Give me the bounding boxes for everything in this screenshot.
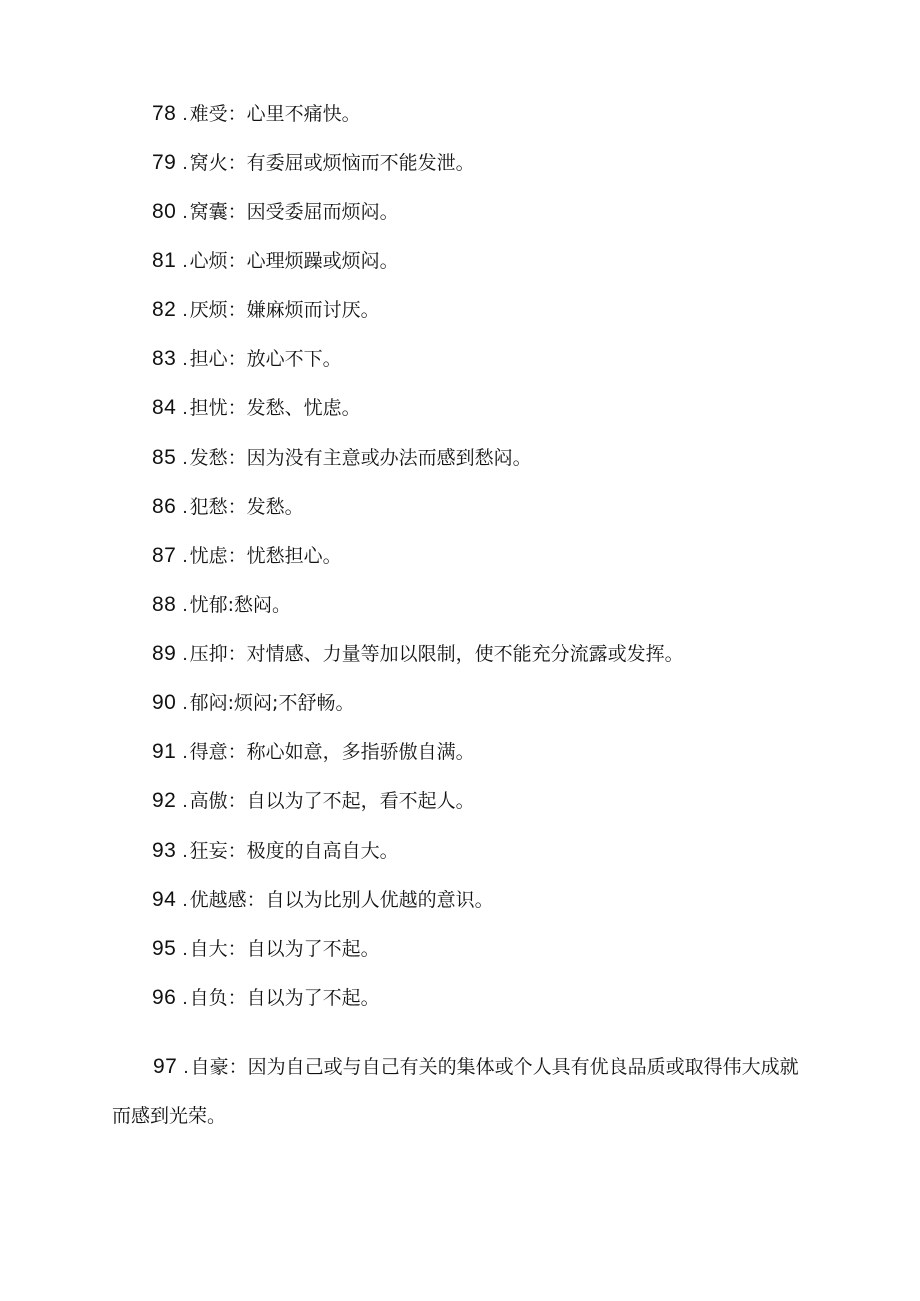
entry-separator: . (182, 497, 188, 518)
entry-84 (152, 395, 361, 422)
entry-number: 81 (152, 249, 177, 272)
entry-number: 86 (152, 495, 177, 518)
entry-85 (152, 445, 532, 472)
entry-79 (152, 150, 475, 177)
entry-number: 82 (152, 298, 177, 321)
entry-80 (152, 199, 399, 226)
entry-text: 高傲：自以为了不起，看不起人。 (189, 790, 475, 812)
entry-number: 78 (152, 102, 177, 125)
entry-text: 狂妄：极度的自高自大。 (189, 840, 399, 862)
entry-82 (152, 297, 380, 324)
entry-number: 84 (152, 396, 177, 419)
entry-separator: . (182, 153, 188, 174)
entry-number: 93 (152, 839, 177, 862)
entry-number: 96 (152, 986, 177, 1009)
entry-text: 自大：自以为了不起。 (189, 938, 380, 960)
entry-text: 压抑：对情感、力量等加以限制，使不能充分流露或发挥。 (189, 643, 684, 665)
entry-separator: . (182, 890, 188, 911)
entry-number: 83 (152, 347, 177, 370)
entry-92 (152, 788, 475, 815)
entry-text: 心烦：心理烦躁或烦闷。 (189, 250, 399, 272)
entry-text: 忧虑：忧愁担心。 (189, 545, 342, 567)
entry-separator: . (183, 1057, 189, 1078)
entry-text: 担忧：发愁、忧虑。 (189, 397, 361, 419)
entry-text: 窝囊：因受委屈而烦闷。 (189, 201, 399, 223)
entry-text: 厌烦：嫌麻烦而讨厌。 (189, 299, 380, 321)
entry-separator: . (182, 546, 188, 567)
entry-separator: . (182, 742, 188, 763)
entry-number: 85 (152, 446, 177, 469)
entry-text: 担心：放心不下。 (189, 348, 342, 370)
entry-separator: . (182, 448, 188, 469)
entry-separator: . (182, 300, 188, 321)
entry-81 (152, 248, 399, 275)
entry-86 (152, 494, 304, 521)
entry-text: 难受：心里不痛快。 (189, 103, 361, 125)
entry-text: 发愁：因为没有主意或办法而感到愁闷。 (189, 447, 532, 469)
entry-91 (152, 739, 475, 766)
entry-text: 自豪：因为自己或与自己有关的集体或个人具有优良品质或取得伟大成就而感到光荣。 (112, 1056, 799, 1127)
entry-number: 97 (153, 1055, 178, 1078)
entry-separator: . (182, 595, 188, 616)
entry-separator: . (182, 644, 188, 665)
entry-87 (152, 543, 342, 570)
entry-text: 窝火：有委屈或烦恼而不能发泄。 (189, 152, 475, 174)
entry-separator: . (182, 939, 188, 960)
entry-95 (152, 936, 380, 963)
entry-separator: . (182, 693, 188, 714)
entry-number: 88 (152, 593, 177, 616)
entry-text: 忧郁:愁闷。 (189, 594, 292, 616)
entry-separator: . (182, 104, 188, 125)
entry-number: 80 (152, 200, 177, 223)
entry-number: 92 (152, 789, 177, 812)
entry-text: 郁闷:烦闷;不舒畅。 (189, 692, 355, 714)
entry-94 (152, 887, 494, 914)
entry-separator: . (182, 841, 188, 862)
entry-89 (152, 641, 684, 668)
entry-separator: . (182, 349, 188, 370)
entry-separator: . (182, 398, 188, 419)
entry-text: 犯愁：发愁。 (189, 496, 304, 518)
entry-83 (152, 346, 342, 373)
entry-separator: . (182, 251, 188, 272)
entry-97 (112, 1042, 802, 1141)
entry-text: 自负：自以为了不起。 (189, 987, 380, 1009)
entry-number: 90 (152, 691, 177, 714)
entry-90 (152, 690, 354, 717)
entry-number: 95 (152, 937, 177, 960)
entry-separator: . (182, 791, 188, 812)
entry-88 (152, 592, 291, 619)
entry-number: 91 (152, 740, 177, 763)
entry-text: 得意：称心如意，多指骄傲自满。 (189, 741, 475, 763)
entry-number: 79 (152, 151, 177, 174)
entry-number: 94 (152, 888, 177, 911)
entry-number: 87 (152, 544, 177, 567)
entry-96 (152, 985, 380, 1012)
entry-number: 89 (152, 642, 177, 665)
entry-separator: . (182, 202, 188, 223)
entry-93 (152, 838, 399, 865)
entry-78 (152, 101, 361, 128)
entry-text: 优越感：自以为比别人优越的意识。 (189, 889, 494, 911)
entry-separator: . (182, 988, 188, 1009)
